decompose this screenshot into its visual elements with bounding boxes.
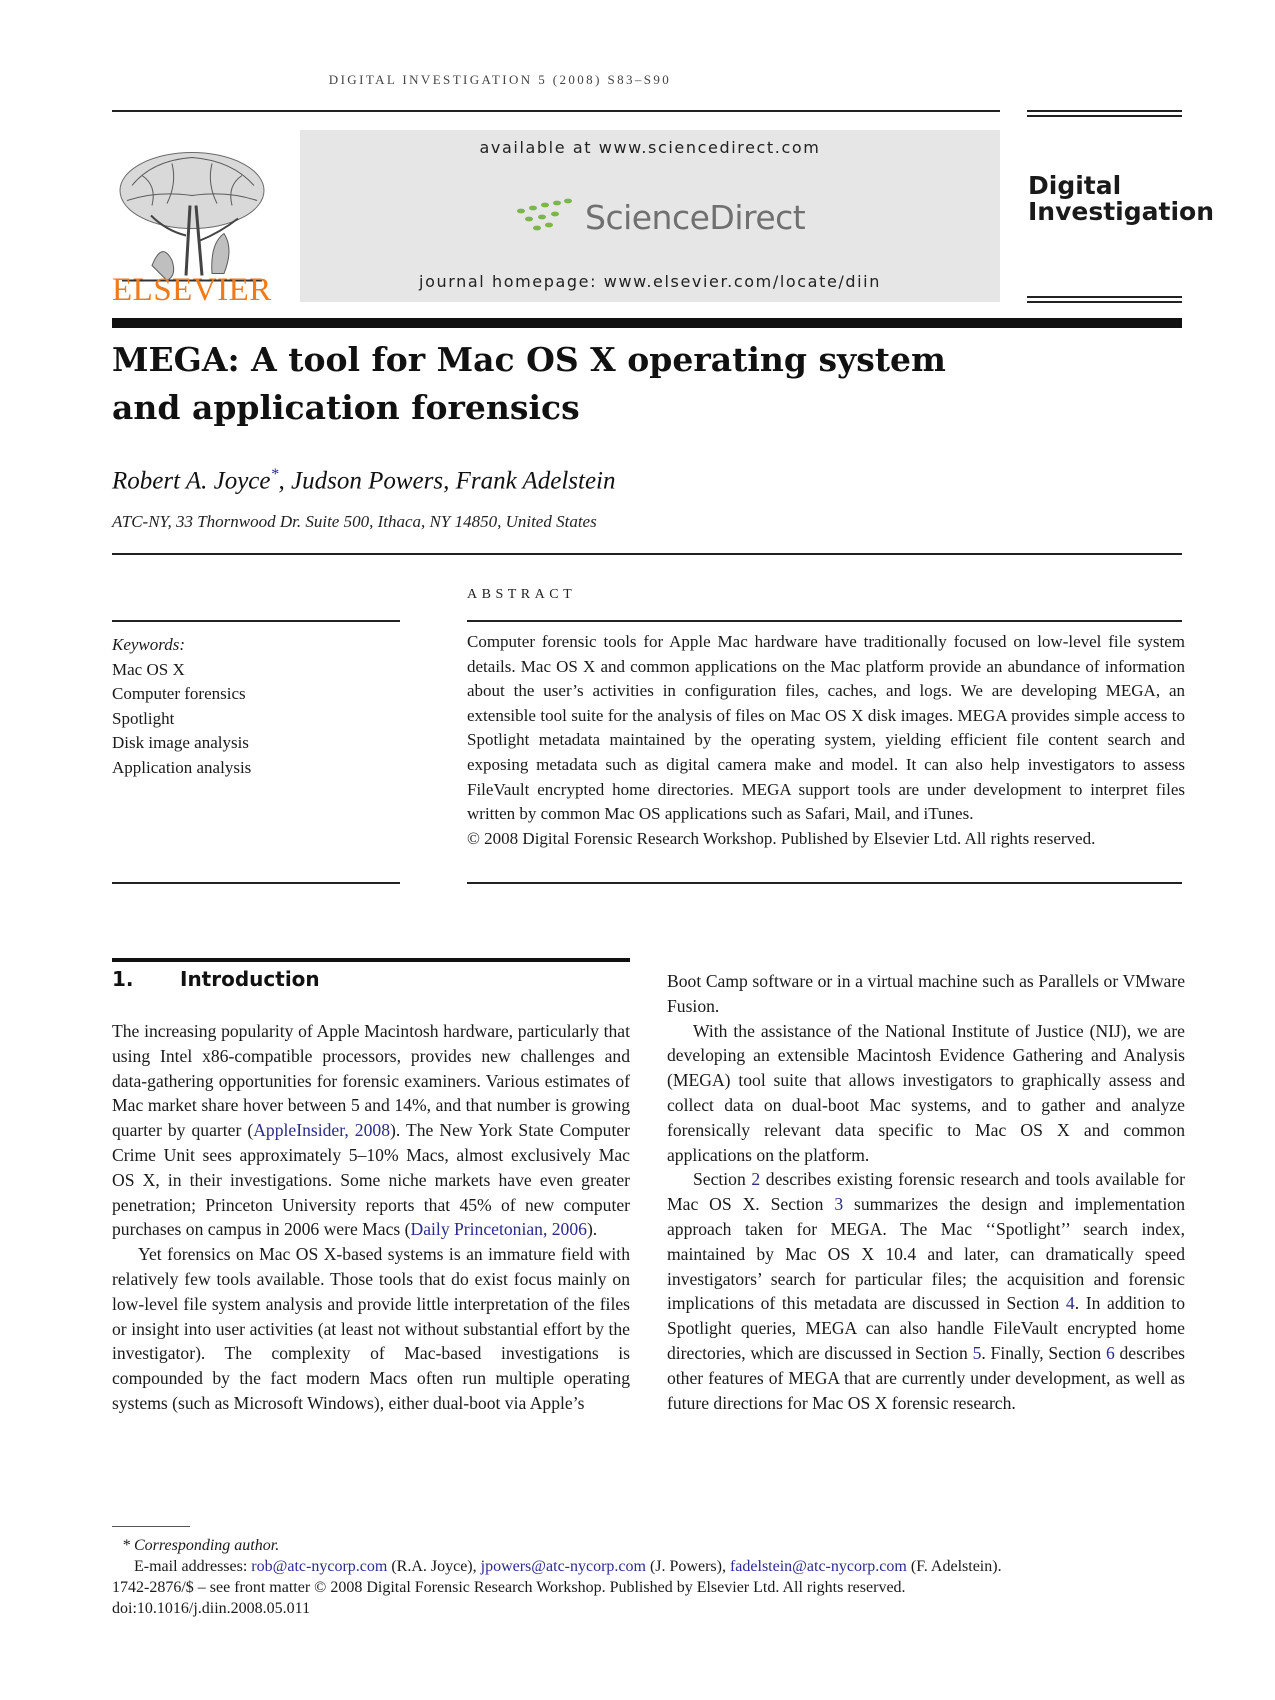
abstract-copyright: © 2008 Digital Forensic Research Workshop. Published by Elsevier Ltd. All rights reserved. <box>467 828 1096 848</box>
keywords-label: Keywords: <box>112 635 186 654</box>
title-line-1: MEGA: A tool for Mac OS X operating system <box>112 340 946 379</box>
sciencedirect-banner <box>300 130 1000 302</box>
journal-rule-bottom-1 <box>1027 296 1182 298</box>
section-heading-introduction <box>112 967 320 991</box>
journal-name-line1: Digital <box>1028 171 1122 200</box>
section-rule <box>112 958 630 962</box>
keyword-item: Disk image analysis <box>112 733 249 753</box>
author-joyce: Robert A. Joyce <box>112 467 271 495</box>
section-link-6[interactable]: 6 <box>1105 1342 1115 1363</box>
section-number: 1. <box>112 967 134 991</box>
email-addresses <box>112 1556 1002 1577</box>
paragraph-text: . In addition to Spotlight queries, MEGA can also handle FileVault encrypted home directories, which are discussed in Section <box>667 1293 1185 1363</box>
article-title <box>112 336 1012 432</box>
email-link-powers[interactable]: jpowers@atc-nycorp.com <box>480 1558 646 1575</box>
keyword-item: Computer forensics <box>112 684 246 704</box>
paragraph-text: ). <box>586 1219 598 1240</box>
intro-paragraph-4 <box>667 1167 1185 1415</box>
affiliation-rule <box>112 553 1182 555</box>
keywords-rule-top <box>112 620 400 622</box>
journal-homepage[interactable]: journal homepage: www.elsevier.com/locate/diin <box>419 272 881 291</box>
section-link-3[interactable]: 3 <box>834 1194 844 1215</box>
keywords-rule-bottom <box>112 882 400 884</box>
title-line-2: and application forensics <box>112 388 580 427</box>
paragraph-text: summarizes the design and implementation approach taken for MEGA. The Mac ‘‘Spotlight’’ search index, maintained by Mac OS X 10.4 and later, can dramatically speed investigators’ search for particular files; the acquisition and forensic implications of this metadata are discussed in Section <box>667 1194 1185 1314</box>
paragraph-text: ). The New York State Computer Crime Unit sees approximately 5–10% Macs, almost exclusively Mac OS X, in their investigations. Some niche markets have even greater penetration; Princeton University reports that 45% of new computer purchases on campus in 2006 were Macs ( <box>112 1120 630 1240</box>
paragraph-text: . Finally, Section <box>981 1342 1106 1363</box>
abstract-heading: ABSTRACT <box>467 587 577 602</box>
email-owner: (J. Powers), <box>645 1558 730 1575</box>
intro-paragraph-3: With the assistance of the National Institute of Justice (NIJ), we are developing an extensible Macintosh Evidence Gathering and Analysis (MEGA) tool suite that allows investigators to graphically assess and collect data on dual-boot Mac systems, and to gather and analyze forensically relevant data specific to Mac OS X and common applications on the platform. <box>667 1020 1185 1165</box>
left-column <box>112 1019 630 1416</box>
running-head: DIGITAL INVESTIGATION 5 (2008) S83–S90 <box>328 72 672 87</box>
paragraph-text: describes other features of MEGA that are currently under development, as well as future directions for Mac OS X forensic research. <box>667 1342 1185 1413</box>
section-title: Introduction <box>180 967 320 991</box>
sciencedirect-dots-icon <box>515 197 573 237</box>
doi[interactable]: doi:10.1016/j.diin.2008.05.011 <box>112 1600 311 1617</box>
citation-appleinsider[interactable]: AppleInsider, 2008 <box>253 1120 390 1141</box>
paragraph-text: The increasing popularity of Apple Macintosh hardware, particularly that using Intel x86-compatible processors, provides new challenges and data-gathering opportunities for forensic examiners. Various estimates of Mac market share hover between 5 and 14%, and that number is growing quarter by quarter ( <box>112 1021 630 1141</box>
other-authors: , Judson Powers, Frank Adelstein <box>278 467 616 495</box>
abstract-text: Computer forensic tools for Apple Mac hardware have traditionally focused on low-level file system details. Mac OS X and common applications on the Mac platform provide an abundance of information about the user’s activities in configuration files, caches, and logs. We are developing MEGA, an extensible tool suite for the analysis of files on Mac OS X disk images. MEGA provides simple access to Spotlight metadata maintained by the operating system, yielding efficient file content search and exposing metadata such as digital camera make and model. It can also help investigators to assess FileVault encrypted home directories. MEGA support tools are under development to interpret files written by common Mac OS applications such as Safari, Mail, and iTunes. <box>467 632 1185 824</box>
sciencedirect-brand: ScienceDirect <box>585 197 806 237</box>
title-thick-rule <box>112 318 1182 328</box>
corresponding-author-marker[interactable]: * <box>270 466 279 483</box>
abstract-body <box>467 630 1185 851</box>
keyword-item: Mac OS X <box>112 659 185 679</box>
keywords-block <box>112 633 251 781</box>
right-column <box>667 969 1185 1415</box>
abstract-rule-top <box>467 620 1182 622</box>
email-label: E-mail addresses: <box>134 1558 252 1575</box>
journal-rule-bottom-2 <box>1027 301 1182 303</box>
intro-paragraph-2: Yet forensics on Mac OS X-based systems is an immature field with relatively few tools available. Those tools that do exist focus mainly on low-level file system analysis and provide little interpretation of the files or insight into user activities (at least not without substantial effort by the investigator). The complexity of Mac-based investigations is compounded by the fact modern Macs often run multiple operating systems (such as Microsoft Windows), either dual-boot via Apple’s <box>112 1244 630 1413</box>
email-link-adelstein[interactable]: fadelstein@atc-nycorp.com <box>729 1558 907 1575</box>
keyword-item: Spotlight <box>112 708 175 728</box>
email-link-joyce[interactable]: rob@atc-nycorp.com <box>251 1558 388 1575</box>
email-owner: (F. Adelstein). <box>906 1558 1002 1575</box>
journal-rule-top-2 <box>1027 115 1182 117</box>
paragraph-text: describes existing forensic research and tools available for Mac OS X. Section <box>667 1169 1186 1215</box>
affiliation: ATC-NY, 33 Thornwood Dr. Suite 500, Ithaca, NY 14850, United States <box>112 512 597 531</box>
footnote-block <box>112 1535 1002 1619</box>
footnote-rule <box>112 1526 190 1527</box>
abstract-rule-bottom <box>467 882 1182 884</box>
corresponding-author-note: * Corresponding author. <box>122 1537 280 1554</box>
journal-rule-top-1 <box>1027 110 1182 112</box>
paragraph-text: Section <box>693 1169 752 1190</box>
section-link-5[interactable]: 5 <box>972 1342 982 1363</box>
elsevier-wordmark: ELSEVIER <box>112 272 272 308</box>
citation-daily-princetonian[interactable]: Daily Princetonian, 2006 <box>410 1219 587 1240</box>
intro-paragraph-1 <box>112 1019 630 1242</box>
sciencedirect-url[interactable]: available at www.sciencedirect.com <box>479 138 821 157</box>
intro-paragraph-2-continued: Boot Camp software or in a virtual machine such as Parallels or VMware Fusion. <box>667 971 1185 1016</box>
sciencedirect-logo <box>515 192 805 242</box>
email-owner: (R.A. Joyce), <box>387 1558 481 1575</box>
section-link-4[interactable]: 4 <box>1065 1293 1075 1314</box>
journal-name-line2: Investigation <box>1028 197 1215 226</box>
header-rule <box>112 110 1000 112</box>
issn-line: 1742-2876/$ – see front matter © 2008 Digital Forensic Research Workshop. Published by Elsevier Ltd. All rights reserved. <box>112 1579 906 1596</box>
keyword-item: Application analysis <box>112 757 252 777</box>
section-link-2[interactable]: 2 <box>751 1169 761 1190</box>
digital-investigation-logo <box>1028 173 1214 225</box>
author-list <box>112 466 616 495</box>
